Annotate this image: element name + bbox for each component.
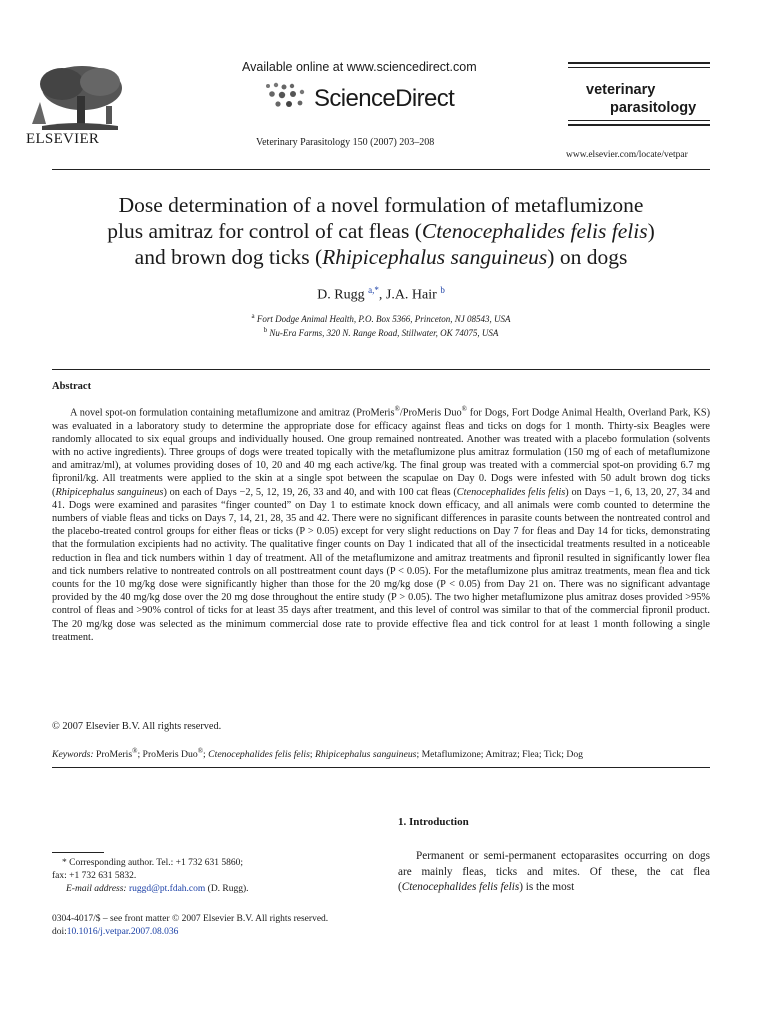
header-rule (568, 67, 710, 68)
doi-line (52, 926, 328, 939)
keyword: Ctenocephalides felis felis (208, 749, 310, 761)
author-affil-link[interactable]: a,* (368, 285, 379, 295)
affiliations (52, 311, 710, 339)
footnote-rule (52, 852, 104, 853)
title-line (52, 218, 710, 244)
sciencedirect-dots-icon (262, 82, 310, 110)
introduction-text (398, 849, 710, 896)
keyword: ; ProMeris Duo (137, 749, 198, 761)
title-text: plus amitraz for control of cat fleas ( (107, 219, 422, 243)
footnote-line: * Corresponding author. Tel.: +1 732 631 5860; (62, 858, 244, 868)
author-affil-link[interactable]: b (440, 285, 445, 295)
abstract-span: for Dogs, Fort Dodge Animal Health, Overland Park, KS) was evaluated in a laboratory study to determine the appropriate dose for efficacy against fleas and ticks on dogs for 1 month. Thirty-six Beagles were randomly allocated to six equal groups and individually housed. One group remained nontreated. Another was treated with a placebo formulation (solvents with no active ingredients). Three groups of dogs were treated topically with the metaflumizone plus amitraz formulation (150 mg of each of metaflumizone and amitraz/ml), at volumes providing doses of 10, 20 and 40 mg each active/kg. The final group was treated with a commercial spot-on providing 6.7 mg fipronil/kg. All treatments were applied to the skin at a single spot between the scapulae on Day 0. Dogs were infested with 50 adult brown dog ticks ( (52, 407, 711, 498)
abstract-span: /ProMeris Duo (399, 407, 462, 419)
abstract-heading: Abstract (52, 381, 92, 392)
keyword-sep: ; (203, 749, 209, 761)
title-line: Dose determination of a novel formulation of metaflumizone (118, 193, 644, 217)
elsevier-tree-logo-icon (22, 62, 130, 132)
species-name: Ctenocephalides felis felis (401, 881, 520, 893)
species-name: Rhipicephalus sanguineus (55, 486, 164, 498)
title-species: Ctenocephalides felis felis (421, 219, 648, 243)
sciencedirect-brand: ScienceDirect (314, 85, 455, 112)
author-separator: , (378, 287, 386, 303)
doi-link[interactable]: 10.1016/j.vetpar.2007.08.036 (66, 927, 179, 937)
abstract-span: ) on each of Days −2, 5, 12, 19, 26, 33 and 40, and with 100 cat fleas ( (163, 486, 457, 498)
available-online-text: Available online at www.sciencedirect.com (242, 60, 477, 74)
keyword: ProMeris (93, 749, 133, 761)
journal-reference: Veterinary Parasitology 150 (2007) 203–208 (256, 137, 435, 148)
keywords-label: Keywords: (52, 749, 94, 761)
copyright-notice: © 2007 Elsevier B.V. All rights reserved. (52, 721, 222, 732)
intro-span: Permanent or semi-permanent ectoparasites occurring on dogs are mainly fleas, ticks and mites. Of these, the cat flea ( (398, 850, 710, 893)
author-name: D. Rugg (317, 287, 365, 303)
journal-name-line2: parasitology (610, 100, 697, 116)
affil-text: Nu-Era Farms, 320 N. Range Road, Stillwater, OK 74075, USA (269, 328, 499, 338)
corresponding-author-footnote (52, 857, 352, 896)
species-name: Ctenocephalides felis felis (456, 486, 566, 498)
keywords (52, 747, 710, 760)
section-heading-introduction: 1. Introduction (398, 816, 469, 828)
doi-label: doi: (52, 927, 67, 937)
journal-url-link[interactable]: www.elsevier.com/locate/vetpar (566, 150, 688, 160)
title-text: ) (647, 219, 655, 243)
registered-mark: ® (394, 405, 400, 413)
journal-name-line1: veterinary (586, 82, 656, 98)
header-rule (568, 120, 710, 121)
front-matter-info (52, 913, 328, 939)
header-rule (568, 62, 710, 64)
affil-marker: a (251, 312, 255, 320)
abstract-span: ) on Days −1, 6, 13, 20, 27, 34 and 41. Dogs were examined and parasites “finger counted” on Day 1 to estimate knock down efficacy, and all animals were comb counted to determine the numbers of viable fleas and ticks on Days 7, 14, 21, 28, 35 and 42. There were no significant differences in parasite counts between the nontreated control and the placebo-treated control groups for either fleas or ticks (P > 0.05) except for very slight reductions on Day 7 for fleas and Day 14 for ticks, demonstrating that the formulation excipients had no activity. The qualitative finger counts on Day 1 indicated that all of the insecticidal treatments resulted in a noticeable reduction in flea and tick numbers within 1 day of treatment. All of the metaflumizone and amitraz treatments and fipronil resulted in significantly lower flea and tick numbers relative to nontreated controls on all posttreatment count days (P < 0.05). For the metaflumizone plus amitraz treatments, mean flea and tick counts for the 10 mg/kg dose were significantly higher than those for the 20 mg/kg dose (P < 0.05) from Day 21 on. There was no significant advantage provided by the 40 mg/kg dose over the 20 mg dose throughout the entire study (P > 0.05). The two higher metaflumizone plus amitraz doses provided >95% control of fleas and >90% control of ticks for at least 35 days after treatment, and this level of control was similar to that of the commercial fipronil product. The 20 mg/kg dose was selected as the minimum commercial dose rate to provide effective flea and tick control for at least 1 month following a single treatment. (52, 486, 710, 643)
email-link[interactable]: ruggd@pt.fdah.com (128, 884, 206, 894)
abstract-text (52, 403, 710, 644)
title-text: and brown dog ticks ( (134, 245, 323, 269)
affil-text: Fort Dodge Animal Health, P.O. Box 5366, Princeton, NJ 08543, USA (256, 314, 511, 324)
abstract-span: A novel spot-on formulation containing metaflumizone and amitraz (ProMeris (70, 407, 395, 419)
registered-mark: ® (197, 747, 204, 755)
author-list (52, 285, 710, 304)
abstract-divider (52, 767, 710, 768)
publisher-name: ELSEVIER (26, 131, 100, 147)
keyword-sep: ; (309, 749, 315, 761)
affiliation-b (52, 325, 710, 339)
footnote-line (52, 883, 352, 896)
issn-line: 0304-4017/$ – see front matter © 2007 Elsevier B.V. All rights reserved. (52, 914, 329, 924)
intro-span: ) is the most (519, 881, 575, 893)
title-species: Rhipicephalus sanguineus (322, 245, 548, 269)
email-name: (D. Rugg). (205, 884, 249, 894)
header-divider (52, 169, 710, 170)
footnote-line: fax: +1 732 631 5832. (52, 871, 137, 881)
keyword: ; Metaflumizone; Amitraz; Flea; Tick; Dog (416, 749, 584, 761)
affil-marker: b (263, 326, 268, 334)
affiliation-a (52, 311, 710, 325)
header-rule (568, 124, 710, 126)
article-title (52, 192, 710, 270)
title-line (52, 244, 710, 270)
abstract-divider (52, 369, 710, 370)
keyword: Rhipicephalus sanguineus (315, 749, 417, 761)
registered-mark: ® (461, 405, 467, 413)
email-label: E-mail address: (66, 884, 127, 894)
author-name: J.A. Hair (385, 287, 437, 303)
registered-mark: ® (132, 747, 138, 755)
title-text: ) on dogs (547, 245, 628, 269)
